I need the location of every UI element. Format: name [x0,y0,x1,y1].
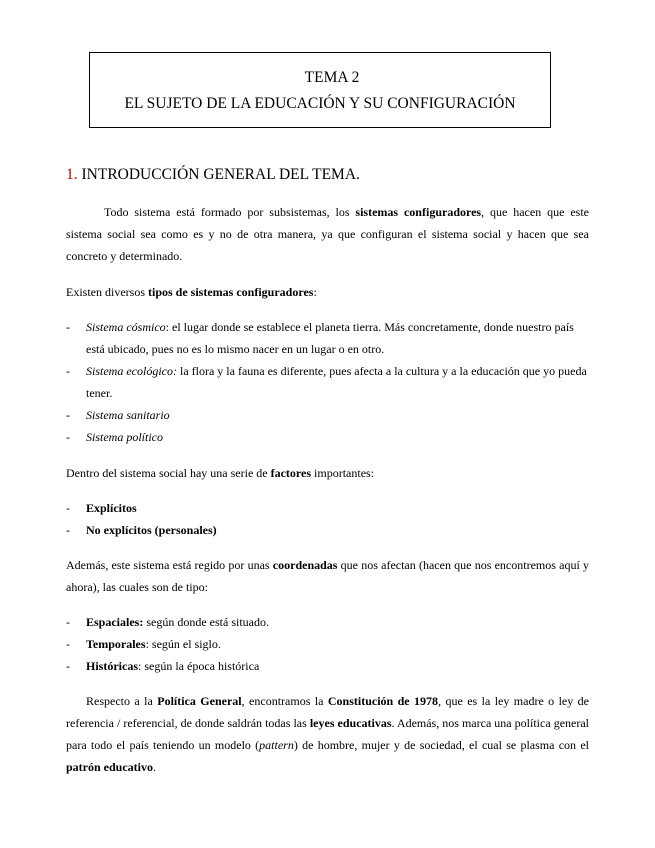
bold-term: leyes educativas [309,716,392,730]
section-number: 1. [66,166,78,183]
paragraph-types [66,281,589,303]
list-configurator-systems [66,316,589,448]
list-item [66,655,589,677]
text: Dentro del sistema social hay una serie de [66,466,271,480]
bold-term: No explícitos (personales) [86,523,217,537]
list-item [66,426,589,448]
dash-bullet: - [66,615,70,629]
dash-bullet: - [66,501,70,515]
text: : el lugar donde se establece el planeta tierra. Más concretamente, donde nuestro país está ubicado, pues no es lo mismo nacer en un lugar o en otro. [86,320,574,356]
paragraph-systems [66,201,589,267]
text: . Además, nos marca una política general para todo el país teniendo un modelo ( [66,716,590,752]
text: . [153,760,156,774]
text: : [313,285,317,299]
text: la flora y la fauna es diferente, pues afecta a la cultura y a la educación que yo pueda tener. [86,364,587,400]
dash-bullet: - [66,408,70,422]
paragraph-coordinates [66,554,589,598]
paragraph-general-policy [66,690,589,778]
text: , que hacen que este sistema social sea como es y no de otra manera, ya que configuran el sistema social y hacen que sea concreto y determinado. [66,205,589,263]
section-heading [66,166,360,184]
italic-term: Sistema sanitario [86,408,170,422]
text: que nos afectan (hacen que nos encontremos aquí y ahora), las cuales son de tipo: [66,558,589,594]
dash-bullet: - [66,364,70,378]
list-factors [66,497,589,541]
text: : según la época histórica [138,659,260,673]
topic-title: EL SUJETO DE LA EDUCACIÓN Y SU CONFIGURACIÓN [124,95,516,112]
topic-number: TEMA 2 [304,69,360,86]
italic-term: Sistema político [86,430,163,444]
italic-term: Sistema cósmico [86,320,166,334]
bold-term: Históricas [86,659,138,673]
bold-term: Espaciales: [86,615,144,629]
list-item [66,519,589,541]
text: según donde está situado. [143,615,269,629]
list-item [66,360,589,404]
text: , encontramos la [241,694,328,708]
bold-term: Temporales [86,637,146,651]
bold-term: tipos de sistemas configuradores [148,285,314,299]
italic-term: Sistema ecológico: [86,364,177,378]
text: ) de hombre, mujer y de sociedad, el cual se plasma con el [293,738,589,752]
italic-term: pattern [259,738,294,752]
bold-term: Política General [157,694,242,708]
dash-bullet: - [66,659,70,673]
text: Además, este sistema está regido por unas [66,558,273,572]
text: Existen diversos [66,285,148,299]
text: , que es la ley madre o ley de referencia / referencial, de donde saldrán todas las [66,694,590,730]
dash-bullet: - [66,430,70,444]
text: : según el siglo. [145,637,221,651]
bold-term: Explícitos [86,501,137,515]
text: importantes: [311,466,375,480]
bold-term: coordenadas [272,558,338,572]
list-item [66,497,589,519]
dash-bullet: - [66,523,70,537]
list-coordinates [66,611,589,677]
dash-bullet: - [66,320,70,334]
bold-term: sistemas configuradores [355,205,482,219]
bold-term: Constitución de 1978 [327,694,439,708]
list-item [66,611,589,633]
section-title: INTRODUCCIÓN GENERAL DEL TEMA. [77,166,360,183]
title-box [89,52,551,128]
text: Respecto a la [86,694,158,708]
bold-term: factores [270,466,312,480]
list-item [66,316,589,360]
text: Todo sistema está formado por subsistemas, los [104,205,356,219]
list-item [66,633,589,655]
dash-bullet: - [66,637,70,651]
list-item [66,404,589,426]
paragraph-factors [66,462,589,484]
bold-term: patrón educativo [66,760,153,774]
